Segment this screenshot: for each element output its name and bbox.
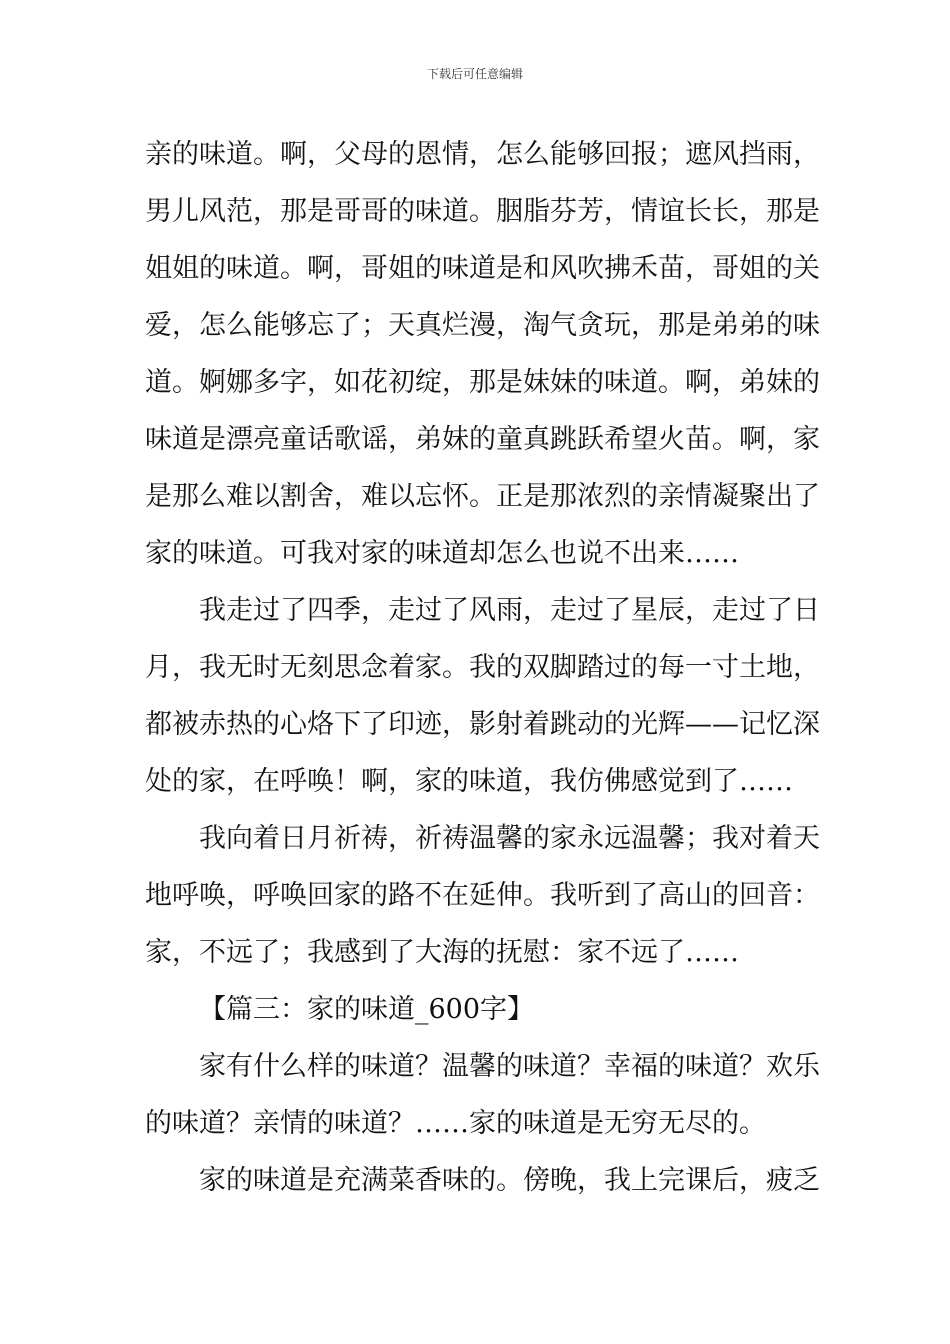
text-line: 男儿风范，那是哥哥的味道。胭脂芬芳，情谊长长，那是 (145, 196, 820, 227)
paragraph-start-line: 我走过了四季，走过了风雨，走过了星辰，走过了日 (199, 595, 820, 626)
text-line: 味道是漂亮童话歌谣，弟妹的童真跳跃希望火苗。啊，家 (145, 424, 820, 455)
text-line: 是那么难以割舍，难以忘怀。正是那浓烈的亲情凝聚出了 (145, 481, 820, 512)
paragraph-start-line: 家有什么样的味道？温馨的味道？幸福的味道？欢乐 (199, 1051, 820, 1082)
paragraph-start-line: 家的味道是充满菜香味的。傍晚，我上完课后，疲乏 (199, 1165, 820, 1196)
text-line: 家，不远了；我感到了大海的抚慰：家不远了…… (145, 937, 739, 968)
text-line: 的味道？亲情的味道？……家的味道是无穷无尽的。 (145, 1108, 766, 1139)
text-line: 都被赤热的心烙下了印迹，影射着跳动的光辉——记忆深 (145, 709, 820, 740)
text-line: 爱，怎么能够忘了；天真烂漫，淘气贪玩，那是弟弟的味 (145, 310, 820, 341)
text-line: 处的家，在呼唤！啊，家的味道，我仿佛感觉到了…… (145, 766, 793, 797)
section-heading: 【篇三：家的味道_600字】 (199, 994, 535, 1025)
text-line: 地呼唤，呼唤回家的路不在延伸。我听到了高山的回音： (145, 880, 820, 911)
text-line: 姐姐的味道。啊，哥姐的味道是和风吹拂禾苗，哥姐的关 (145, 253, 820, 284)
text-line: 家的味道。可我对家的味道却怎么也说不出来…… (145, 538, 739, 569)
page-header: 下载后可任意编辑 (426, 67, 523, 81)
text-line: 亲的味道。啊，父母的恩情，怎么能够回报；遮风挡雨， (145, 139, 820, 170)
text-line: 道。婀娜多字，如花初绽，那是妹妹的味道。啊，弟妹的 (145, 367, 820, 398)
text-line: 月，我无时无刻思念着家。我的双脚踏过的每一寸土地， (145, 652, 820, 683)
paragraph-start-line: 我向着日月祈祷，祈祷温馨的家永远温馨；我对着天 (199, 823, 820, 854)
document-body (145, 131, 820, 1214)
